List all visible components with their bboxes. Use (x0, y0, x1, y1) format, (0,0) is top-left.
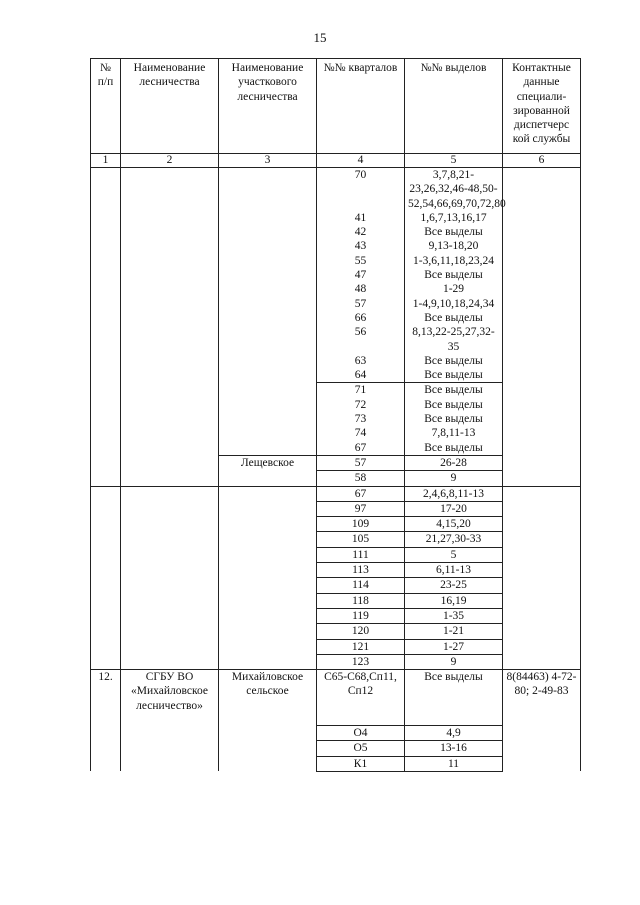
table-cell (91, 726, 121, 741)
quarter-cell: 123 (317, 654, 405, 669)
quarter-cell: 119 (317, 608, 405, 623)
table-cell (91, 211, 121, 225)
table-cell: Михайловское сельское (219, 670, 317, 726)
quarter-cell: 58 (317, 471, 405, 486)
quarter-cell: С65-С68,Сп11, Сп12 (317, 670, 405, 726)
table-row (91, 398, 581, 412)
plots-cell: 4,15,20 (405, 517, 503, 532)
plots-cell: 11 (405, 756, 503, 771)
plots-cell: 1-3,6,11,18,23,24 (405, 254, 503, 268)
plots-cell: 1-21 (405, 624, 503, 639)
table-cell (121, 624, 219, 639)
table-cell (503, 624, 581, 639)
header-cell: №№ выделов (405, 59, 503, 154)
table-cell (503, 532, 581, 547)
table-cell (91, 268, 121, 282)
plots-cell: Все выделы (405, 311, 503, 325)
table-cell (503, 639, 581, 654)
plots-cell: 1-4,9,10,18,24,34 (405, 297, 503, 311)
table-cell (503, 608, 581, 623)
table-cell (121, 168, 219, 211)
table-cell (219, 726, 317, 741)
quarter-cell: 64 (317, 368, 405, 383)
table-cell (219, 547, 317, 562)
table-cell (121, 426, 219, 440)
table-cell (503, 254, 581, 268)
table-cell (219, 282, 317, 296)
table-cell (503, 225, 581, 239)
table-cell (219, 412, 317, 426)
plots-cell: Все выделы (405, 441, 503, 456)
table-cell (503, 654, 581, 669)
table-cell (91, 578, 121, 593)
table-row (91, 486, 581, 501)
quarter-cell: 121 (317, 639, 405, 654)
table-row (91, 441, 581, 456)
table-cell (91, 486, 121, 501)
table-cell: 8(84463) 4-72-80; 2-49-83 (503, 670, 581, 726)
table-row (91, 311, 581, 325)
table-cell (91, 501, 121, 516)
table-cell (121, 441, 219, 456)
plots-cell: 3,7,8,21-23,26,32,46-48,50-52,54,66,69,70,72,80 (405, 168, 503, 211)
quarter-cell: 57 (317, 297, 405, 311)
table-row (91, 593, 581, 608)
table-cell (121, 517, 219, 532)
table-cell (121, 608, 219, 623)
quarter-cell: 57 (317, 455, 405, 470)
table-cell (121, 383, 219, 398)
table-cell (219, 354, 317, 368)
header-cell: № п/п (91, 59, 121, 154)
table-cell (121, 639, 219, 654)
table-cell (91, 412, 121, 426)
table-cell (503, 593, 581, 608)
table-cell (91, 368, 121, 383)
table-cell (503, 426, 581, 440)
table-cell (91, 297, 121, 311)
table-cell (91, 455, 121, 470)
quarter-cell: 74 (317, 426, 405, 440)
table-cell (219, 168, 317, 211)
table-cell (91, 311, 121, 325)
plots-cell: 4,9 (405, 726, 503, 741)
table-cell (219, 441, 317, 456)
table-cell (503, 297, 581, 311)
table-cell (219, 383, 317, 398)
plots-cell: 9,13-18,20 (405, 239, 503, 253)
table-row (91, 547, 581, 562)
plots-cell: 7,8,11-13 (405, 426, 503, 440)
table-cell (91, 441, 121, 456)
quarter-cell: 120 (317, 624, 405, 639)
table-cell (219, 486, 317, 501)
quarter-cell: 47 (317, 268, 405, 282)
table-row (91, 563, 581, 578)
quarter-cell: О5 (317, 741, 405, 756)
index-cell: 5 (405, 154, 503, 168)
column-index-row (91, 154, 581, 168)
quarter-cell: 43 (317, 239, 405, 253)
table-row (91, 741, 581, 756)
plots-cell: 5 (405, 547, 503, 562)
table-cell (91, 168, 121, 211)
table-cell: 12. (91, 670, 121, 726)
quarter-cell: 114 (317, 578, 405, 593)
table-cell (219, 211, 317, 225)
table-cell (91, 383, 121, 398)
quarter-cell: 118 (317, 593, 405, 608)
table-cell (503, 239, 581, 253)
table-cell (503, 325, 581, 354)
table-cell (219, 239, 317, 253)
table-cell (91, 563, 121, 578)
table-cell (91, 325, 121, 354)
plots-cell: Все выделы (405, 368, 503, 383)
plots-cell: 23-25 (405, 578, 503, 593)
index-cell: 3 (219, 154, 317, 168)
table-cell (91, 471, 121, 486)
table-cell (219, 426, 317, 440)
table-row (91, 297, 581, 311)
quarter-cell: 111 (317, 547, 405, 562)
table-cell (503, 441, 581, 456)
table-cell (121, 726, 219, 741)
plots-cell: 17-20 (405, 501, 503, 516)
table-cell (91, 624, 121, 639)
table-cell (121, 501, 219, 516)
table-cell (121, 563, 219, 578)
plots-cell: Все выделы (405, 412, 503, 426)
plots-cell: 9 (405, 654, 503, 669)
table-cell (91, 254, 121, 268)
table-row (91, 211, 581, 225)
table-cell: СГБУ ВО «Михайловское лесничество» (121, 670, 219, 726)
table-cell (121, 741, 219, 756)
table-cell (121, 325, 219, 354)
table-cell (219, 624, 317, 639)
table-cell (503, 398, 581, 412)
table-cell (219, 225, 317, 239)
quarter-cell: 48 (317, 282, 405, 296)
table-row (91, 168, 581, 211)
quarter-cell: 72 (317, 398, 405, 412)
header-cell: Наименование лесничества (121, 59, 219, 154)
table-cell (91, 547, 121, 562)
table-row (91, 268, 581, 282)
table-cell (121, 268, 219, 282)
table-cell (503, 354, 581, 368)
quarter-cell: 66 (317, 311, 405, 325)
table-cell (121, 211, 219, 225)
header-row (91, 59, 581, 154)
quarter-cell: 73 (317, 412, 405, 426)
table-cell (503, 368, 581, 383)
table-row (91, 455, 581, 470)
quarter-cell: 63 (317, 354, 405, 368)
table-cell (219, 578, 317, 593)
table-cell (91, 398, 121, 412)
table-row (91, 325, 581, 354)
quarter-cell: 109 (317, 517, 405, 532)
table-row (91, 608, 581, 623)
plots-cell: Все выделы (405, 398, 503, 412)
table-cell (91, 639, 121, 654)
table-row (91, 225, 581, 239)
quarter-cell: 70 (317, 168, 405, 211)
index-cell: 6 (503, 154, 581, 168)
plots-cell: 1-35 (405, 608, 503, 623)
table-cell (91, 608, 121, 623)
table-cell (219, 593, 317, 608)
table-row (91, 383, 581, 398)
table-cell (503, 741, 581, 756)
table-cell (91, 741, 121, 756)
quarter-cell: К1 (317, 756, 405, 771)
table-row (91, 756, 581, 771)
table-row (91, 654, 581, 669)
plots-cell: 1,6,7,13,16,17 (405, 211, 503, 225)
table-row (91, 354, 581, 368)
table-cell (219, 297, 317, 311)
table-row (91, 578, 581, 593)
plots-cell: Все выделы (405, 670, 503, 726)
table-row (91, 412, 581, 426)
table-cell (121, 578, 219, 593)
table-row (91, 471, 581, 486)
quarter-cell: О4 (317, 726, 405, 741)
table-row-12 (91, 670, 581, 726)
table-row (91, 426, 581, 440)
table-cell (121, 368, 219, 383)
table-cell (121, 311, 219, 325)
table-cell (121, 225, 219, 239)
table-cell (91, 756, 121, 771)
table-cell (503, 311, 581, 325)
header-cell: Контактные данные специали-зированной диспетчерс кой службы (503, 59, 581, 154)
plots-cell: 13-16 (405, 741, 503, 756)
index-cell: 4 (317, 154, 405, 168)
table-row (91, 254, 581, 268)
quarter-cell: 56 (317, 325, 405, 354)
table-row (91, 639, 581, 654)
table-cell (219, 608, 317, 623)
document-table-wrapper (90, 58, 580, 772)
table-cell (121, 254, 219, 268)
table-cell (91, 654, 121, 669)
table-cell (503, 563, 581, 578)
quarter-cell: 41 (317, 211, 405, 225)
table-cell (91, 225, 121, 239)
plots-cell: 6,11-13 (405, 563, 503, 578)
table-cell (121, 486, 219, 501)
table-cell (91, 239, 121, 253)
plots-cell: Все выделы (405, 225, 503, 239)
table-cell (219, 501, 317, 516)
table-cell (219, 654, 317, 669)
table-cell (219, 325, 317, 354)
table-row (91, 624, 581, 639)
table-row (91, 726, 581, 741)
plots-cell: 9 (405, 471, 503, 486)
quarter-cell: 71 (317, 383, 405, 398)
table-cell (121, 239, 219, 253)
table-cell (91, 593, 121, 608)
table-cell (121, 593, 219, 608)
table-cell (503, 268, 581, 282)
plots-cell: Все выделы (405, 268, 503, 282)
plots-cell: Все выделы (405, 354, 503, 368)
plots-cell: 16,19 (405, 593, 503, 608)
table-cell (91, 517, 121, 532)
header-cell: №№ кварталов (317, 59, 405, 154)
table-cell (503, 455, 581, 470)
table-cell (503, 501, 581, 516)
table-cell (219, 368, 317, 383)
table-cell (91, 532, 121, 547)
index-cell: 1 (91, 154, 121, 168)
table-cell (503, 756, 581, 771)
table-cell (121, 282, 219, 296)
table-cell (121, 654, 219, 669)
table-cell (91, 282, 121, 296)
forestry-table (90, 58, 581, 772)
plots-cell: Все выделы (405, 383, 503, 398)
table-row (91, 501, 581, 516)
plots-cell: 1-29 (405, 282, 503, 296)
table-cell (121, 547, 219, 562)
table-cell (503, 517, 581, 532)
table-row (91, 368, 581, 383)
table-cell (503, 547, 581, 562)
table-cell (219, 517, 317, 532)
header-cell: Наименование участкового лесничества (219, 59, 317, 154)
page-number: 15 (313, 30, 327, 45)
table-cell (121, 756, 219, 771)
table-cell (121, 471, 219, 486)
table-cell (121, 354, 219, 368)
table-cell (121, 455, 219, 470)
table-cell (91, 426, 121, 440)
quarter-cell: 113 (317, 563, 405, 578)
table-cell (503, 383, 581, 398)
table-cell (219, 398, 317, 412)
quarter-cell: 105 (317, 532, 405, 547)
plots-cell: 8,13,22-25,27,32-35 (405, 325, 503, 354)
table-cell (121, 532, 219, 547)
table-cell (503, 168, 581, 211)
quarter-cell: 67 (317, 441, 405, 456)
quarter-cell: 42 (317, 225, 405, 239)
table-row (91, 282, 581, 296)
table-cell (121, 297, 219, 311)
plots-cell: 21,27,30-33 (405, 532, 503, 547)
quarter-cell: 67 (317, 486, 405, 501)
table-cell (219, 311, 317, 325)
plots-cell: 1-27 (405, 639, 503, 654)
plots-cell: 2,4,6,8,11-13 (405, 486, 503, 501)
plots-cell: 26-28 (405, 455, 503, 470)
quarter-cell: 55 (317, 254, 405, 268)
table-cell (121, 398, 219, 412)
table-cell (503, 726, 581, 741)
table-cell (219, 563, 317, 578)
table-cell (503, 471, 581, 486)
table-cell (219, 741, 317, 756)
table-cell (219, 532, 317, 547)
table-row (91, 239, 581, 253)
table-cell (219, 639, 317, 654)
index-cell: 2 (121, 154, 219, 168)
table-cell (219, 756, 317, 771)
table-cell (219, 254, 317, 268)
table-cell (91, 354, 121, 368)
table-cell (503, 412, 581, 426)
table-cell (219, 268, 317, 282)
table-cell: Лещевское (219, 455, 317, 470)
table-cell (503, 211, 581, 225)
table-cell (503, 486, 581, 501)
table-row (91, 532, 581, 547)
table-cell (219, 471, 317, 486)
table-cell (503, 282, 581, 296)
table-cell (121, 412, 219, 426)
table-cell (503, 578, 581, 593)
table-row (91, 517, 581, 532)
quarter-cell: 97 (317, 501, 405, 516)
